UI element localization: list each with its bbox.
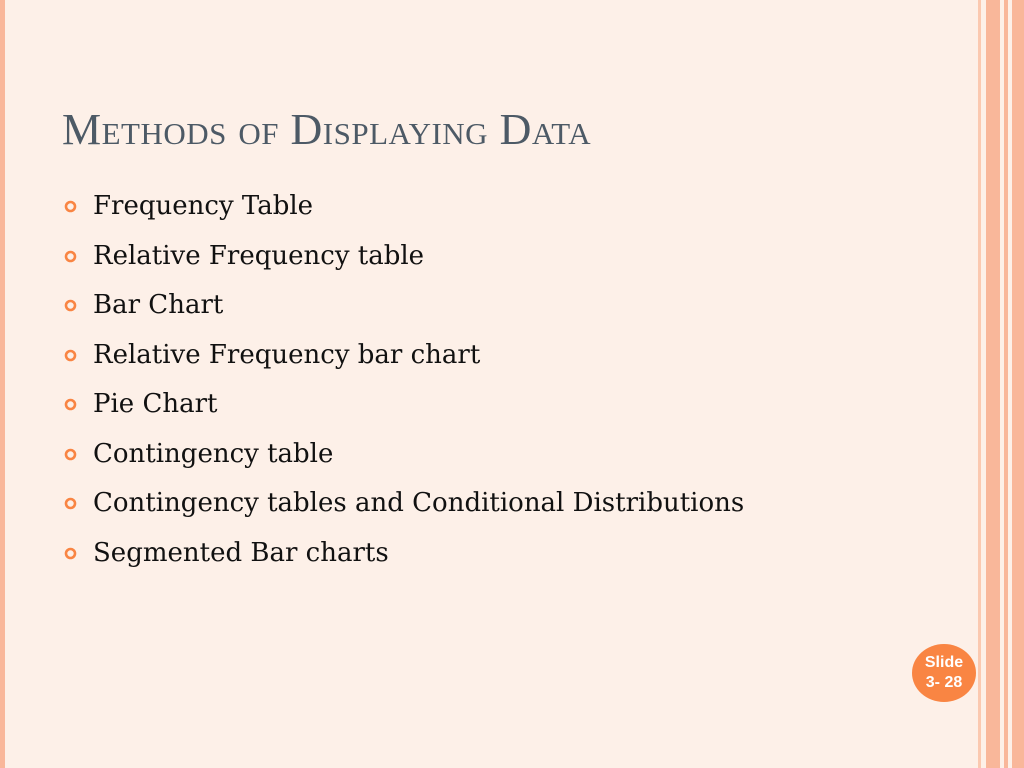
- bullet-text: Contingency table: [93, 438, 334, 469]
- slide-badge-number: 3- 28: [925, 674, 963, 691]
- bullet-text: Pie Chart: [93, 389, 218, 419]
- circle-bullet-icon: [64, 250, 77, 263]
- list-item: [64, 236, 744, 286]
- circle-bullet-icon: [64, 200, 77, 213]
- bullet-text: Segmented Bar charts: [93, 537, 389, 568]
- frame-stripe: [1004, 0, 1008, 768]
- bullet-list: [64, 186, 744, 582]
- circle-bullet-icon: [64, 349, 77, 362]
- list-item: [64, 285, 744, 335]
- circle-bullet-icon: [64, 448, 77, 461]
- list-item: [64, 434, 744, 484]
- left-frame-border: [0, 0, 5, 768]
- frame-stripe: [978, 0, 981, 768]
- bullet-text: Relative Frequency bar chart: [93, 339, 481, 370]
- circle-bullet-icon: [64, 299, 77, 312]
- bullet-text: Frequency Table: [93, 191, 314, 221]
- frame-stripe: [1012, 0, 1024, 768]
- list-item: [64, 384, 744, 434]
- frame-stripe: [986, 0, 1000, 768]
- right-frame-stripes: [978, 0, 1024, 768]
- bullet-text: Contingency tables and Conditional Distributions: [93, 488, 745, 518]
- circle-bullet-icon: [64, 547, 77, 560]
- circle-bullet-icon: [64, 398, 77, 411]
- list-item: [64, 335, 744, 385]
- list-item: [64, 533, 744, 583]
- bullet-text: Bar Chart: [93, 290, 224, 320]
- list-item: [64, 483, 744, 533]
- bullet-text: Relative Frequency table: [93, 240, 425, 271]
- slide-badge-label: Slide: [924, 654, 964, 671]
- slide-number-badge: [912, 644, 976, 702]
- circle-bullet-icon: [64, 497, 77, 510]
- list-item: [64, 186, 744, 236]
- slide-title: Methods of Displaying Data: [62, 105, 592, 154]
